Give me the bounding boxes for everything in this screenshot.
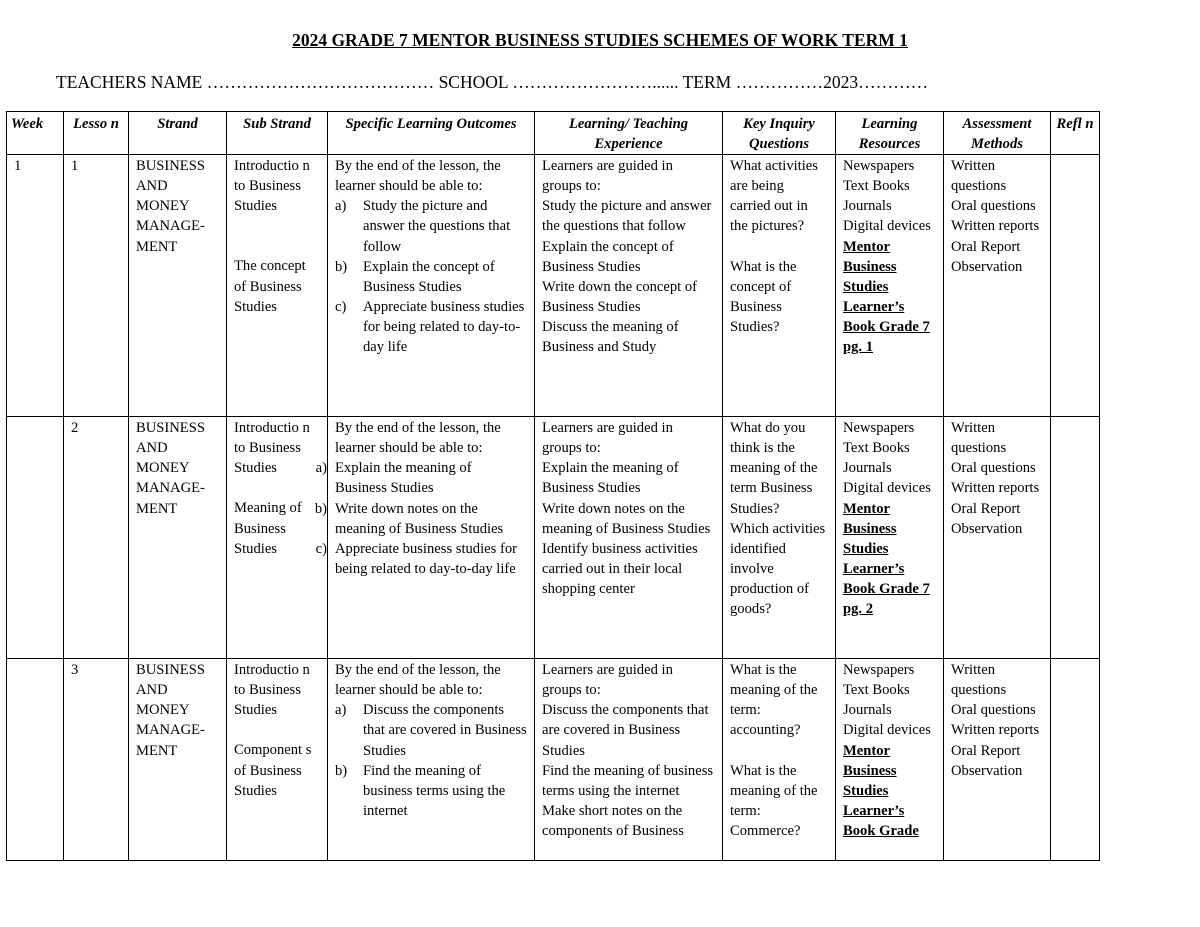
header-sub-strand: Sub Strand [227,112,328,155]
cell-experience: Learners are guided in groups to: Explain the meaning of Business Studies Write down notes on the meaning of Business Studies Identify business activities carried out in their local shopping center [535,417,723,659]
resources-book-reference: Mentor Business Studies Learner’s Book Grade [843,742,919,839]
sub-strand-topic: Introductio n to Business Studies [234,662,310,719]
header-reflection: Refl n [1051,112,1100,155]
sub-strand-subtopic: Meaning of Business Studies [234,500,302,557]
teacher-info-line: TEACHERS NAME ………………………………… SCHOOL ……………………...... TERM ……………2023………… [56,72,929,92]
outcomes-list [335,700,527,821]
resources-list: Newspapers Text Books Journals Digital devices [843,420,931,497]
outcomes-intro: By the end of the lesson, the learner should be able to: [335,662,501,699]
resources-book-reference: Mentor Business Studies Learner’s Book Grade 7 pg. 1 [843,238,930,356]
cell-resources [836,155,944,417]
list-item: c) Appreciate business studies for being related to day-to-day life [335,298,525,356]
list-item: b) Write down notes on the meaning of Business Studies [314,500,504,537]
header-week: Week [7,112,64,155]
cell-inquiry: What activities are being carried out in the pictures? What is the concept of Business Studies? [723,155,836,417]
header-experience: Learning/ Teaching Experience [535,112,723,155]
cell-outcomes [328,155,535,417]
cell-reflection [1051,659,1100,861]
cell-assessment: Written questions Oral questions Written reports Oral Report Observation [944,659,1051,861]
header-lesson: Lesso n [64,112,129,155]
sub-strand-topic: Introductio n to Business Studies [234,420,310,477]
cell-outcomes [314,417,535,659]
resources-book-reference: Mentor Business Studies Learner’s Book Grade 7 pg. 2 [843,500,930,618]
cell-assessment: Written questions Oral questions Written reports Oral Report Observation [944,417,1051,659]
header-row [7,112,1100,155]
cell-sub-strand [227,659,328,861]
document-title: 2024 GRADE 7 MENTOR BUSINESS STUDIES SCHEMES OF WORK TERM 1 [292,30,908,50]
cell-inquiry: What do you think is the meaning of the term Business Studies? Which activities identified involve production of goods? [723,417,836,659]
cell-resources [836,417,944,659]
cell-strand: BUSINESS AND MONEY MANAGE-MENT [129,417,227,659]
header-inquiry: Key Inquiry Questions [723,112,836,155]
outcomes-intro: By the end of the lesson, the learner should be able to: [335,420,501,457]
outcomes-list [335,196,527,357]
cell-week: 1 [7,155,64,417]
cell-inquiry: What is the meaning of the term: accounting? What is the meaning of the term: Commerce? [723,659,836,861]
cell-week [7,417,64,659]
cell-lesson: 1 [64,155,129,417]
cell-week [7,659,64,861]
list-item: a) Discuss the components that are covered in Business Studies [335,702,527,759]
list-item: b) Explain the concept of Business Studies [335,258,495,295]
cell-resources [836,659,944,861]
list-item: c) Appreciate business studies for being related to day-to-day life [315,540,517,577]
cell-lesson: 3 [64,659,129,861]
list-item: a) Explain the meaning of Business Studies [315,460,472,497]
sub-strand-subtopic: The concept of Business Studies [234,258,306,315]
list-item: b) Find the meaning of business terms using the internet [335,762,506,819]
header-assessment: Assessment Methods [944,112,1051,155]
resources-list: Newspapers Text Books Journals Digital devices [843,662,931,739]
cell-assessment: Written questions Oral questions Written reports Oral Report Observation [944,155,1051,417]
header-strand: Strand [129,112,227,155]
resources-list: Newspapers Text Books Journals Digital devices [843,158,931,235]
list-item: a) Study the picture and answer the questions that follow [335,198,511,255]
outcomes-intro: By the end of the lesson, the learner should be able to: [335,158,501,195]
cell-lesson: 2 [64,417,129,659]
table-row [7,155,1100,417]
table-row [7,417,1100,659]
sub-strand-topic: Introductio n to Business Studies [234,158,310,215]
scheme-table [6,111,1100,861]
cell-reflection [1051,417,1100,659]
header-outcomes: Specific Learning Outcomes [328,112,535,155]
cell-experience: Learners are guided in groups to: Discuss the components that are covered in Business Studies Find the meaning of business terms using the internet Make short notes on the components of Business [535,659,723,861]
sub-strand-subtopic: Component s of Business Studies [234,742,312,799]
cell-experience: Learners are guided in groups to: Study the picture and answer the questions that follow Explain the concept of Business Studies Write down the concept of Business Studies Discuss the meaning of Business and Study [535,155,723,417]
cell-reflection [1051,155,1100,417]
cell-outcomes [328,659,535,861]
cell-strand: BUSINESS AND MONEY MANAGE-MENT [129,659,227,861]
cell-strand: BUSINESS AND MONEY MANAGE-MENT [129,155,227,417]
header-resources: Learning Resources [836,112,944,155]
table-row [7,659,1100,861]
cell-sub-strand [227,417,328,659]
cell-sub-strand [227,155,328,417]
